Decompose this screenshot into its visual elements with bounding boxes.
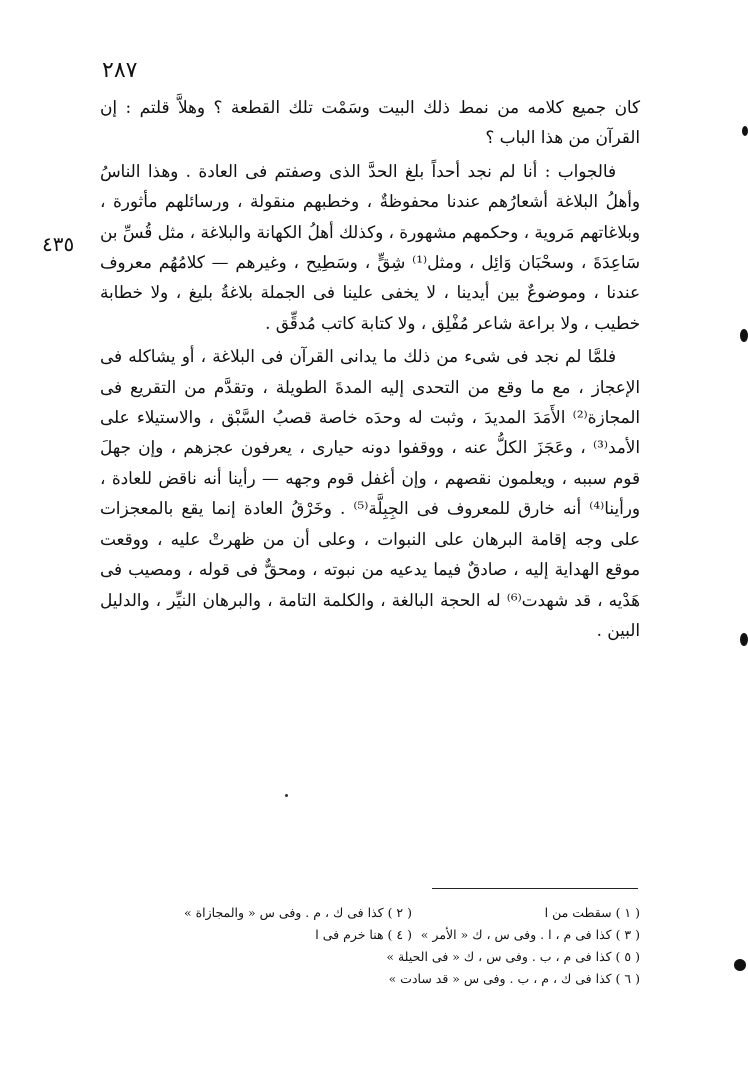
footnote-divider [432,888,638,889]
footnote-row [110,968,640,990]
footnote-6: ( ٦ ) كذا فى ك ، م ، ب . وفى س « قد سادت » [388,971,640,986]
footnote-3: ( ٣ ) كذا فى م ، ا . وفى س ، ك « الأمر » [420,927,640,942]
footnote-row [110,924,640,946]
footnote-5: ( ٥ ) كذا فى م ، ب . وفى س ، ك « فى الحيلة » [386,949,640,964]
scan-mark [740,329,748,342]
scan-mark [734,959,746,971]
footnote-4: ( ٤ ) هنا خرم فى ا [315,927,412,942]
scan-mark [740,633,748,646]
paragraph-1: كان جميع كلامه من نمط ذلك البيت وسَمْت تلك القطعة ؟ وهلاَّ قلتم : إن القرآن من هذا الباب ؟ [100,97,640,148]
footnote-empty [110,946,412,968]
paragraph-2: فالجواب : أنا لم نجد أحداً بلغ الحدَّ الذى وصفتم فى العادة . وهذا الناسُ وأهلُ البلاغة أشعارُهم عندنا محفوظةٌ ، وخطبهم منقولة ، ورسائلهم مأثورة ، وبلاغاتهم مَروية ، وحكمهم مشهورة ، وكذلك أهلُ الكهانة والبلاغة ، مثل قُسِّ بن سَاعِدَةَ ، وسحْبَان وَائِل ، ومثل⁽¹⁾ شِقٍّ ، وسَطِيح ، وغيرهم — كلامُهُم معروف عندنا ، وموضوعٌ بين أيدينا ، لا يخفى علينا فى الجملة بلاغةُ بليغ ، ولا خطابة خطيب ، ولا براعة شاعر مُفْلِق ، ولا كتابة كاتب مُدقِّق . [100,160,640,333]
margin-number: ٤٣٥ [42,232,75,256]
footnote-1: ( ١ ) سقطت من ا [544,905,640,920]
footnotes [110,902,640,990]
footnote-row [110,946,640,968]
scan-speck [285,794,288,797]
body-text [100,92,640,645]
paragraph-3: فلمَّا لم نجد فى شىء من ذلك ما يدانى القرآن فى البلاغة ، أو يشاكله فى الإعجاز ، مع ما وقع من التحدى إليه المدةَ الطويلة ، وتقدَّم من التقريع فى المجازة⁽²⁾ الأَمَدَ المديدَ ، وثبت له وحدَه خاصة قصبُ السَّبْق ، والاستيلاء على الأمد⁽³⁾ ، وعَجَزَ الكلُّ عنه ، ووقفوا دونه حيارى ، يعرفون عجزهم ، وإن جهلَ قوم سببه ، ويعلمون نقصهم ، وإن أغفل قوم وجهه — رأينا أنه ناقض للعادة ، ورأينا⁽⁴⁾ أنه خارق للمعروف فى الجِبِلَّة⁽⁵⁾ . وخَرْقُ العادة إنما يقع بالمعجزات على وجه إقامة البرهان على النبوات ، وعلى أن من ظهرتْ عليه ، ووقعت موقع الهداية إليه ، صادقٌ فيما يدعيه من نبوته ، ومحقٌّ فى قوله ، ومصيب فى هَدْيه ، قد شهدت⁽⁶⁾ له الحجة البالغة ، والكلمة التامة ، والبرهان النيِّر ، والدليل البين . [100,346,640,640]
footnote-2: ( ٢ ) كذا فى ك ، م . وفى س « والمجازاة » [183,905,412,920]
footnote-row [110,902,640,924]
footnote-empty [110,968,412,990]
scan-mark [742,126,748,136]
page-number: ٢٨٧ [102,58,138,83]
